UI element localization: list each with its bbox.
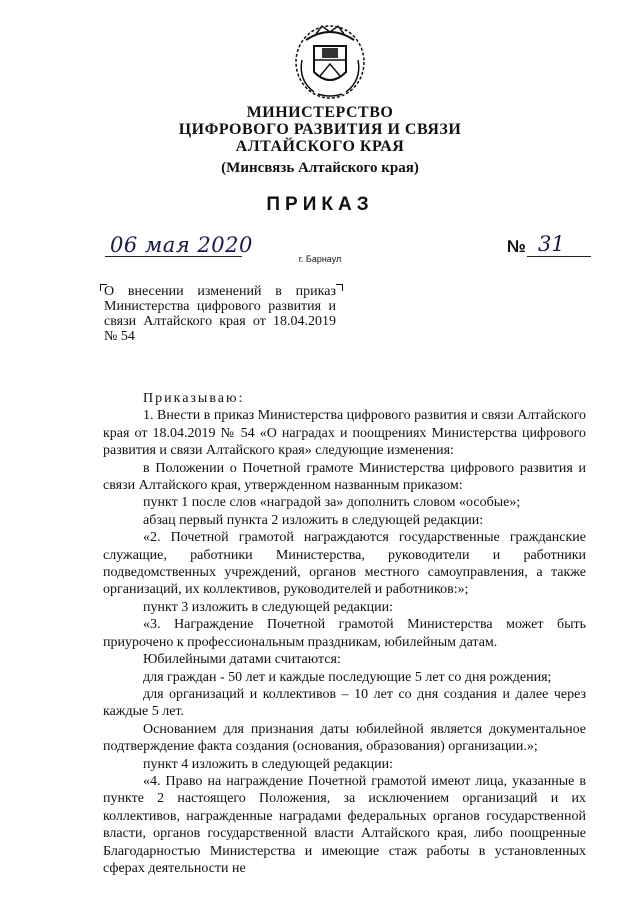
coat-of-arms-icon	[292, 20, 368, 100]
ministry-name-line1: МИНИСТЕРСТВО	[246, 104, 394, 121]
paragraph: для организаций и коллективов – 10 лет со дня создания и далее через каждые 5 лет.	[103, 686, 586, 720]
paragraph: «2. Почетной грамотой награждаются государственные гражданские служащие, работники Министерства, руководители и работники подведомственных учреждений, органов местного самоуправления, а также организаций, их коллективов, руководителей и работников:»;	[103, 530, 586, 598]
paragraph: Основанием для признания даты юбилейной является документальное подтверждение факта создания (основания, образования) организации.»;	[103, 721, 586, 755]
city-label: г. Барнаул	[298, 254, 342, 264]
paragraph: пункт 1 после слов «наградой за» дополнить словом «особые»;	[143, 495, 521, 511]
handwritten-date: 06 мая 2020	[110, 233, 253, 257]
ministry-short-name: (Минсвязь Алтайского края)	[221, 160, 419, 176]
paragraph: «4. Право на награждение Почетной грамотой имеют лица, указанные в пункте 2 настоящего Положения, за исключением организаций и их коллективов, награжденные наградами федеральных органов государственной власти, органов государственной власти Алтайского края, либо поощренные Благодарностью Министерства и имеющие стаж работы в установленных сферах деятельности не	[103, 773, 586, 876]
paragraph: 1. Внести в приказ Министерства цифрового развития и связи Алтайского края от 18.04.2019 № 54 «О наградах и поощрениях Министерства цифрового развития и связи Алтайского края» следующие изменения:	[103, 408, 586, 459]
ministry-name-line3: АЛТАЙСКОГО КРАЯ	[235, 138, 405, 155]
opening-word: Приказываю:	[143, 391, 245, 406]
order-subject: О внесении изменений в приказ Министерства цифрового развития и связи Алтайского края от 18.04.2019 № 54	[104, 284, 336, 344]
paragraph: пункт 4 изложить в следующей редакции:	[143, 756, 393, 772]
subject-corner-right	[336, 284, 343, 291]
paragraph: для граждан - 50 лет и каждые последующие 5 лет со дня рождения;	[143, 669, 552, 685]
paragraph: Юбилейными датами считаются:	[143, 652, 341, 668]
paragraph: пункт 3 изложить в следующей редакции:	[143, 599, 393, 615]
order-body	[103, 390, 586, 877]
document-type-title: ПРИКАЗ	[266, 194, 374, 215]
handwritten-number: 31	[538, 232, 565, 256]
number-label: №	[507, 237, 526, 256]
ministry-name-line2: ЦИФРОВОГО РАЗВИТИЯ И СВЯЗИ	[178, 121, 462, 138]
paragraph: «3. Награждение Почетной грамотой Министерства может быть приурочено к профессиональным праздникам, юбилейным датам.	[103, 617, 586, 650]
paragraph: в Положении о Почетной грамоте Министерства цифрового развития и связи Алтайского края, утвержденном названным приказом:	[103, 460, 586, 494]
paragraph: абзац первый пункта 2 изложить в следующей редакции:	[143, 512, 484, 528]
